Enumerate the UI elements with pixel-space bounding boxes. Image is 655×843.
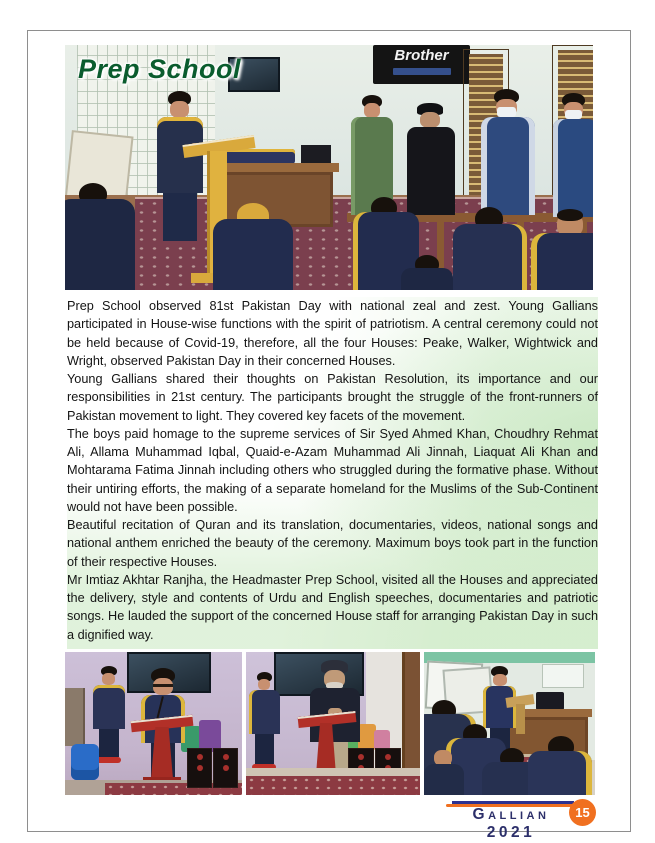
teacher-masked xyxy=(481,89,535,215)
desk-top xyxy=(217,163,339,172)
student-back xyxy=(213,219,293,290)
brother-sign xyxy=(373,45,470,84)
folded-uniforms xyxy=(223,149,295,164)
boy-legs xyxy=(255,734,274,764)
seated-student xyxy=(401,255,453,290)
right-face-mask xyxy=(565,110,582,119)
boy-face xyxy=(258,679,270,690)
bottom-photo-1 xyxy=(65,652,242,795)
boy-torso xyxy=(93,685,125,729)
paragraph: Mr Imtiaz Akhtar Ranjha, the Headmaster Prep School, visited all the Houses and appreciated the delivery, style and contents of Urdu and English speeches, documentaries and patriotic songs. He lauded the support of the concerned House staff for arranging Pakistan Day in such a dignified way. xyxy=(67,572,598,642)
speaker-boy-face xyxy=(170,101,189,118)
laptop xyxy=(536,692,564,710)
paragraph: The boys paid homage to the supreme services of Sir Syed Ahmed Khan, Choudhry Rehmat Ali, Allama Muhammad Iqbal, Quaid-e-Azam Muhammad Ali Jinnah, Liaquat Ali Khan and Mohtarama Fatima Jinnah including others who struggled during the formative phase. Without their untiring efforts, the making of a separate homeland for the Muslims of the Sub-Continent would not have been possible. xyxy=(67,426,598,514)
boy-torso xyxy=(249,690,280,734)
boy-legs xyxy=(99,729,119,757)
speaker-box xyxy=(213,748,238,788)
speaker-box xyxy=(187,748,212,788)
seated-student xyxy=(65,183,135,290)
boy-face xyxy=(102,673,115,685)
footer-navy-rule xyxy=(452,801,574,804)
teacher-face xyxy=(420,112,440,128)
speaker-boy-legs xyxy=(163,193,197,241)
woman-face xyxy=(364,103,380,118)
small-lectern-stem xyxy=(516,704,525,734)
student-head xyxy=(557,209,583,221)
seated-student xyxy=(213,203,293,290)
right-teacher-torso xyxy=(553,119,593,217)
boy-face xyxy=(493,674,507,686)
carpet-strip xyxy=(246,776,420,795)
brother-sign-text: Brother xyxy=(394,47,449,64)
paragraph: Young Gallians shared their thoughts on Pakistan Resolution, its importance and our responsibilities in 21st century. The participants brought the struggle of the front-runners of Pakistan movement to light. They covered key facets of the movement. xyxy=(67,372,598,423)
bottom-photo-3 xyxy=(424,652,595,795)
blue-tracksuit-torso xyxy=(481,117,535,215)
seated-student xyxy=(531,213,593,290)
glasses xyxy=(153,684,173,687)
page-title: Prep School xyxy=(78,54,242,84)
student-back xyxy=(528,751,592,795)
desk-laptop xyxy=(301,145,331,163)
paragraph: Beautiful recitation of Quran and its translation, documentaries, videos, national songs and national anthem enriched the beauty of the ceremony. Maximum boys took part in the function of their respective Houses. xyxy=(67,518,598,569)
whiteboard-right xyxy=(542,664,584,688)
student-back xyxy=(401,268,453,290)
seated-student xyxy=(424,748,464,795)
student-back xyxy=(453,224,527,290)
brother-sign-subtext-bar xyxy=(393,68,451,75)
student-back xyxy=(531,233,593,290)
page-number-badge xyxy=(569,799,596,826)
shelf xyxy=(65,688,85,746)
student-back xyxy=(424,764,464,795)
seated-student xyxy=(528,736,592,795)
pink-chair xyxy=(374,730,390,750)
bottom-photo-2 xyxy=(246,652,420,795)
speaker-boy xyxy=(155,91,215,241)
blue-bag xyxy=(71,744,99,780)
magazine-title: Gallian 2021 xyxy=(472,806,550,841)
seated-student xyxy=(453,207,527,290)
page-number: 15 xyxy=(575,805,590,820)
paragraph: Prep School observed 81st Pakistan Day with national zeal and zest. Young Gallians participated in House-wise functions with the spirit of patriotism. A central ceremony could not be held because of Covid-19, therefore, all the four Houses: Peake, Walker, Wightwick and Wright, observed Pakistan Day in their concerned Houses. xyxy=(67,299,598,368)
student-back xyxy=(65,199,135,290)
face-mask xyxy=(497,107,516,117)
standing-boy-background xyxy=(248,672,282,772)
teacher-right-edge xyxy=(553,93,593,217)
article-body xyxy=(67,297,598,649)
